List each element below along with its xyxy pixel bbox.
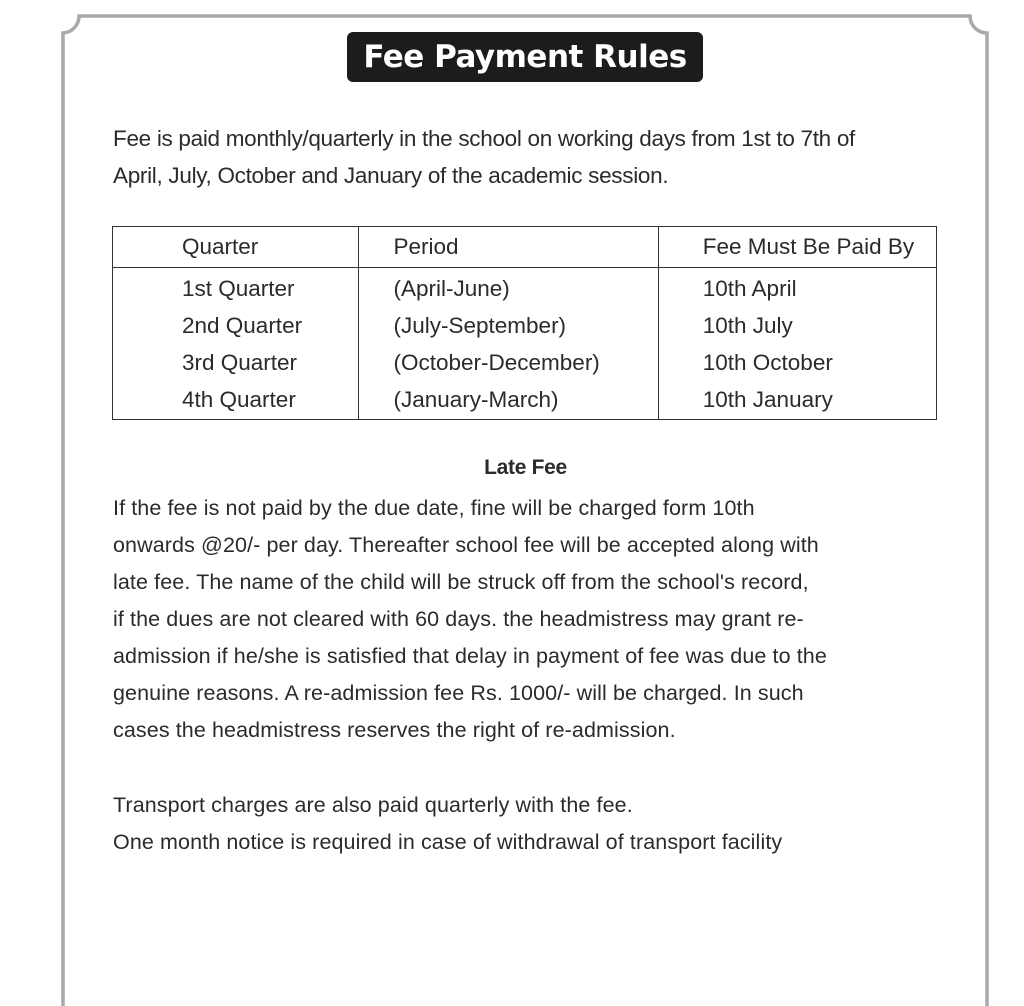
- intro-line: Fee is paid monthly/quarterly in the school on working days from 1st to 7th of: [113, 126, 855, 151]
- late-fee-line: cases the headmistress reserves the right of re-admission.: [113, 718, 676, 742]
- cell-due-date: 10th October: [658, 344, 936, 381]
- header-quarter: Quarter: [113, 227, 359, 268]
- late-fee-line: genuine reasons. A re-admission fee Rs. 1000/- will be charged. In such: [113, 681, 804, 705]
- cell-quarter: 4th Quarter: [113, 381, 359, 420]
- transport-note: [113, 787, 953, 861]
- transport-line: One month notice is required in case of withdrawal of transport facility: [113, 830, 783, 854]
- cell-period: (January-March): [358, 381, 658, 420]
- cell-quarter: 2nd Quarter: [113, 307, 359, 344]
- late-fee-paragraph: [113, 490, 953, 749]
- cell-period: (July-September): [358, 307, 658, 344]
- late-fee-line: admission if he/she is satisfied that delay in payment of fee was due to the: [113, 644, 827, 668]
- header-due-date: Fee Must Be Paid By: [658, 227, 936, 268]
- cell-due-date: 10th January: [658, 381, 936, 420]
- table-row: [113, 344, 937, 381]
- late-fee-line: if the dues are not cleared with 60 days. the headmistress may grant re-: [113, 607, 804, 631]
- header-period: Period: [358, 227, 658, 268]
- table-header-row: [113, 227, 937, 268]
- cell-due-date: 10th July: [658, 307, 936, 344]
- cell-period: (October-December): [358, 344, 658, 381]
- intro-line: April, July, October and January of the academic session.: [113, 163, 669, 188]
- page-title: Fee Payment Rules: [347, 32, 703, 82]
- late-fee-heading: Late Fee: [484, 456, 567, 479]
- cell-quarter: 3rd Quarter: [113, 344, 359, 381]
- table-row: [113, 268, 937, 308]
- intro-paragraph: [113, 120, 953, 194]
- table-row: [113, 381, 937, 420]
- cell-due-date: 10th April: [658, 268, 936, 308]
- transport-line: Transport charges are also paid quarterly with the fee.: [113, 793, 633, 817]
- late-fee-line: onwards @20/- per day. Thereafter school fee will be accepted along with: [113, 533, 819, 557]
- fee-schedule-table: [112, 226, 937, 420]
- late-fee-line: late fee. The name of the child will be struck off from the school's record,: [113, 570, 809, 594]
- table-row: [113, 307, 937, 344]
- cell-quarter: 1st Quarter: [113, 268, 359, 308]
- late-fee-line: If the fee is not paid by the due date, fine will be charged form 10th: [113, 496, 755, 520]
- cell-period: (April-June): [358, 268, 658, 308]
